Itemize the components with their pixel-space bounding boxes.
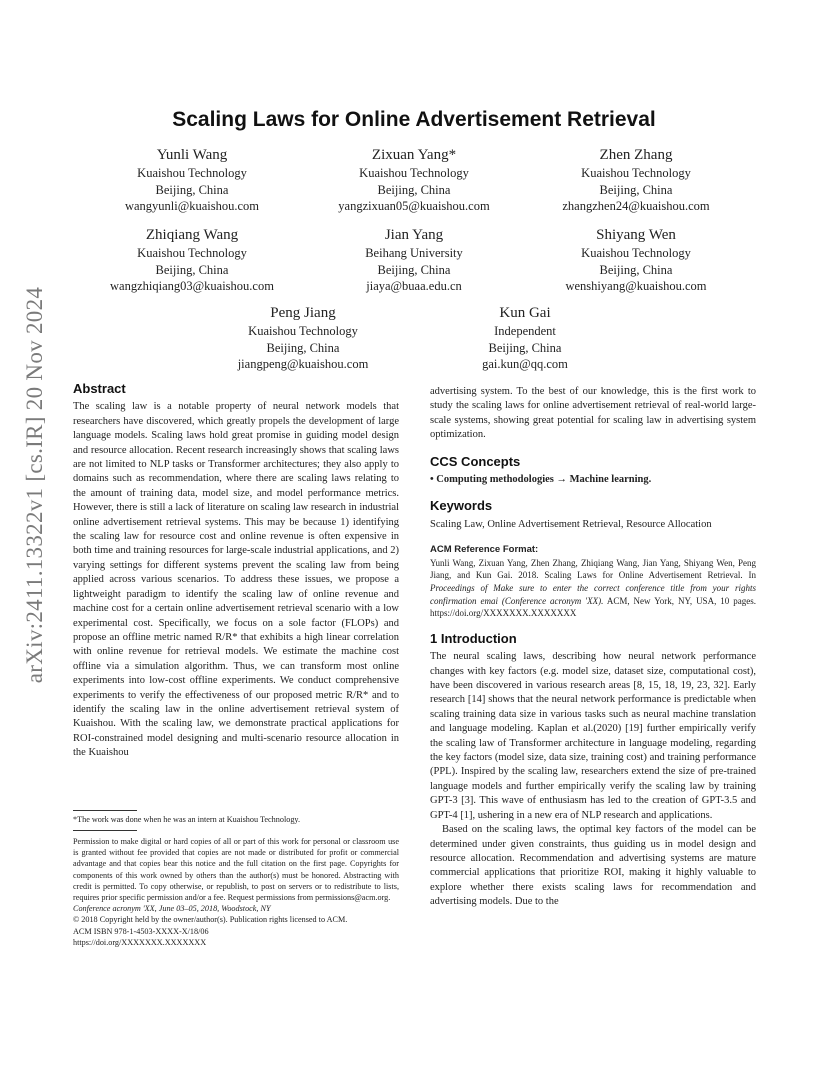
introduction-paragraph-2: Based on the scaling laws, the optimal key factors of the model can be determined under given constraints, thus guiding us in model design and resource allocation. Recommendation and advertising systems are mature commercial applications that prioritize ROI, making it highly valuable to explore whether there exists scaling laws for recommendation and advertising models. Due to the: [430, 824, 756, 908]
abstract-text: The scaling law is a notable property of neural network models that researchers have discovered, which greatly propels the development of large language models. Scaling laws hold great promise in guiding model design and resource allocation. Recent research increasingly shows that scaling laws are not limited to NLP tasks or Transformer architectures; they also apply to domains such as recommendation, where there are scaling laws relating to the amount of training data, model size, and model performance metrics. However, there is still a lack of literature on scaling law research in industrial online advertisement retrieval systems. This may be because 1) identifying the scaling law for resource cost and online revenue is often expensive in both time and training resources for large-scale industrial applications, and 2) varying settings for different systems prevent the scaling law from being applied across various scenarios. To address these issues, we propose a lightweight paradigm to identify the scaling law of online revenue and machine cost for a certain online advertisement retrieval scenario with a low experimental cost. Specifically, we focus on a sole factor (FLOPs) and propose an offline metric named R/R* that exhibits a high linear correlation with online revenue for retrieval models. We estimate the machine cost offline via a simulation algorithm. Thus, we can transform most online experiments into low-cost offline experiments. We conduct comprehensive experiments to verify the effectiveness of our proposed metric R/R* and to identify the scaling law in the online advertisement retrieval system of Kuaishou. With the scaling law, we demonstrate practical applications for ROI-constrained model designing and multi-scenario resource allocation in the Kuaishou: [73, 401, 399, 759]
author-email: zhangzhen24@kuaishou.com: [562, 199, 710, 213]
author-block: [183, 304, 423, 373]
right-column: [430, 385, 756, 910]
arxiv-identifier-text: arXiv:2411.13322v1 [cs.IR] 20 Nov 2024: [22, 286, 47, 684]
author-email: jiaya@buaa.edu.cn: [366, 279, 462, 293]
author-affiliation: Kuaishou Technology: [248, 324, 358, 338]
reference-format-heading: ACM Reference Format:: [430, 544, 539, 556]
author-block: [405, 304, 645, 373]
author-name: Yunli Wang: [156, 147, 228, 163]
author-block: [516, 146, 756, 215]
author-email: jiangpeng@kuaishou.com: [237, 357, 369, 371]
author-name: Shiyang Wen: [596, 227, 676, 243]
permission-text: Permission to make digital or hard copies of all or part of this work for personal or classroom use is granted without fee provided that copies are not made or distributed for profit or commercial advantage and that copies bear this notice and the full citation on the first page. Copyrights for components of this work owned by others than the author(s) must be honored. Abstracting with credit is permitted. To copy otherwise, or republish, to post on servers or to redistribute to lists, requires prior specific permission and/or a fee. Request permissions from permissions@acm.org.: [73, 837, 399, 903]
author-block: [72, 146, 312, 215]
reference-tail: ACM, New York, NY, USA, 10 pages. https://doi.org/XXXXXXX.XXXXXXX: [430, 595, 756, 619]
footnote-rule: [73, 810, 137, 811]
acm-reference-format: [430, 544, 756, 620]
copyright-line: © 2018 Copyright held by the owner/author(s). Publication rights licensed to ACM.: [73, 915, 348, 925]
left-column: [73, 382, 399, 761]
arxiv-identifier-sidebar: [14, 286, 56, 684]
doi-link[interactable]: https://doi.org/XXXXXXX.XXXXXXX: [73, 937, 207, 947]
permission-block: [73, 830, 399, 948]
author-name: Zhen Zhang: [599, 147, 673, 163]
introduction-heading: 1 Introduction: [430, 630, 517, 646]
author-location: Beijing, China: [377, 182, 451, 197]
abstract-heading: Abstract: [73, 381, 126, 396]
paper-title: Scaling Laws for Online Advertisement Retrieval: [172, 108, 656, 131]
keywords-heading: Keywords: [430, 498, 493, 514]
author-name: Kun Gai: [499, 305, 551, 321]
author-location: Beijing, China: [599, 182, 673, 197]
author-block: [294, 226, 534, 295]
author-affiliation: Kuaishou Technology: [137, 246, 247, 260]
conference-line: Conference acronym 'XX, June 03–05, 2018, Woodstock, NY: [73, 904, 271, 914]
permission-rule: [73, 830, 137, 831]
author-affiliation: Kuaishou Technology: [359, 166, 469, 180]
author-email: yangzixuan05@kuaishou.com: [338, 199, 490, 213]
ccs-concept: [430, 473, 756, 487]
author-location: Beijing, China: [377, 262, 451, 277]
author-affiliation: Beihang University: [365, 246, 463, 260]
author-name: Jian Yang: [384, 227, 444, 243]
author-affiliation: Kuaishou Technology: [581, 246, 691, 260]
keywords-text: Scaling Law, Online Advertisement Retrieval, Resource Allocation: [430, 518, 712, 530]
author-location: Beijing, China: [155, 182, 229, 197]
reference-authors: Yunli Wang, Zixuan Yang, Zhen Zhang, Zhiqiang Wang, Jian Yang, Shiyang Wen, Peng Jiang, and Kun Gai. 2018. Scaling Laws for Online Advertisement Retrieval. In: [430, 557, 756, 581]
author-location: Beijing, China: [599, 262, 673, 277]
author-location: Beijing, China: [266, 340, 340, 355]
author-affiliation: Kuaishou Technology: [581, 166, 691, 180]
author-location: Beijing, China: [155, 262, 229, 277]
footnote-text: *The work was done when he was an intern at Kuaishou Technology.: [73, 815, 301, 824]
author-name: Zhiqiang Wang: [145, 227, 239, 243]
author-footnote: [73, 810, 399, 825]
reference-format-text: [430, 557, 756, 620]
author-email: wenshiyang@kuaishou.com: [565, 279, 707, 293]
abstract-continued: advertising system. To the best of our knowledge, this is the first work to study the scaling laws for online advertisement retrieval of real-world large-scale systems, showing great potential for scaling law in advertising system optimization.: [430, 386, 756, 441]
author-block: [294, 146, 534, 215]
introduction-paragraph-1: The neural scaling laws, describing how neural network performance changes with key factors (e.g. model size, dataset size, computational cost), have been discovered in various research areas [8, 15, 18, 19, 23, 32]. Early research [14] shows that the neural network performance is predictable when scaling training data size in various tasks such as neural machine translation and language modeling. Kaplan et al.(2020) [19] further empirically verify the scaling law of Transformer architecture in language modeling, regarding the key factors (model size, data size, training cost) and training performance (PPL). Inspired by the scaling law, researchers extend the size of pre-trained language models and further empirically verify the scaling law by training GPT-3 [3]. This wave of enthusiasm has led to the creation of GPT-3.5 and GPT-4 [1], ushering in a new era of NLP research and applications.: [430, 651, 756, 821]
author-email: wangyunli@kuaishou.com: [124, 199, 260, 213]
author-email: wangzhiqiang03@kuaishou.com: [110, 279, 274, 293]
author-name: Peng Jiang: [270, 305, 336, 321]
author-affiliation: Independent: [494, 324, 556, 338]
author-location: Beijing, China: [488, 340, 562, 355]
author-block: [72, 226, 312, 295]
ccs-heading: CCS Concepts: [430, 453, 521, 469]
author-block: [516, 226, 756, 295]
author-email: gai.kun@qq.com: [482, 357, 568, 371]
author-affiliation: Kuaishou Technology: [137, 166, 247, 180]
isbn-line: ACM ISBN 978-1-4503-XXXX-X/18/06: [73, 926, 209, 936]
reference-proceedings: Proceedings of Make sure to enter the correct conference title from your rights confirmation emai (Conference acronym 'XX).: [430, 583, 756, 606]
author-name: Zixuan Yang*: [371, 147, 457, 163]
ccs-concept-text: • Computing methodologies → Machine learning.: [430, 474, 652, 486]
